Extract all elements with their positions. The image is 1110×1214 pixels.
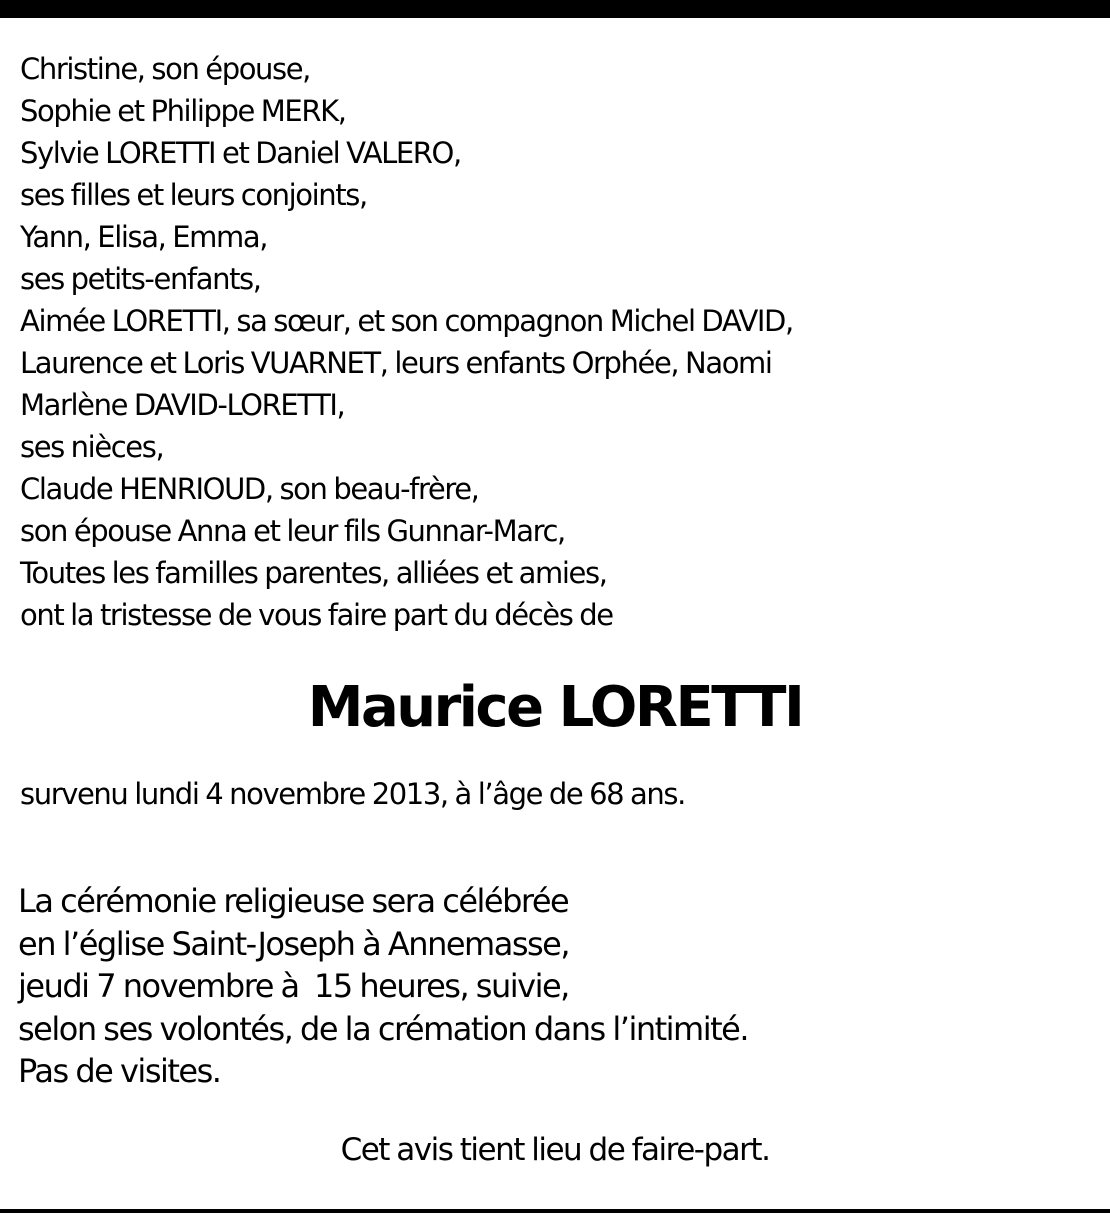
family-line: Laurence et Loris VUARNET, leurs enfants Orphée, Naomi <box>20 346 772 380</box>
family-line: Aimée LORETTI, sa sœur, et son compagnon Michel DAVID, <box>20 304 793 338</box>
family-announcement-list <box>20 48 1100 636</box>
family-line: Christine, son épouse, <box>20 52 310 86</box>
family-line: Toutes les familles parentes, alliées et amies, <box>20 556 607 590</box>
bottom-border-rule <box>0 1209 1110 1213</box>
family-line: son épouse Anna et leur fils Gunnar-Marc, <box>20 514 565 548</box>
ceremony-line: La cérémonie religieuse sera célébrée <box>18 882 569 920</box>
ceremony-line: Pas de visites. <box>18 1052 221 1090</box>
family-line: ses nièces, <box>20 430 164 464</box>
ceremony-line: en l’église Saint-Joseph à Annemasse, <box>18 924 570 963</box>
family-line: Yann, Elisa, Emma, <box>20 220 268 254</box>
family-line: ses filles et leurs conjoints, <box>20 178 367 212</box>
family-line: Claude HENRIOUD, son beau-frère, <box>20 472 479 506</box>
closing-note-text: Cet avis tient lieu de faire-part. <box>340 1132 770 1168</box>
ceremony-details-list <box>18 880 748 1093</box>
deceased-name: Maurice LORETTI <box>307 675 803 740</box>
top-border-rule <box>0 0 1110 18</box>
family-line: Marlène DAVID-LORETTI, <box>20 388 345 422</box>
death-date-line: survenu lundi 4 novembre 2013, à l’âge de 68 ans. <box>20 777 685 811</box>
family-line: ses petits-enfants, <box>20 262 261 296</box>
family-line: ont la tristesse de vous faire part du décès de <box>20 598 613 632</box>
ceremony-line: jeudi 7 novembre à 15 heures, suivie, <box>18 967 569 1005</box>
family-line: Sylvie LORETTI et Daniel VALERO, <box>20 136 461 170</box>
family-line: Sophie et Philippe MERK, <box>20 94 346 128</box>
closing-note <box>0 1126 1110 1174</box>
ceremony-line: selon ses volontés, de la crémation dans l’intimité. <box>18 1009 749 1048</box>
